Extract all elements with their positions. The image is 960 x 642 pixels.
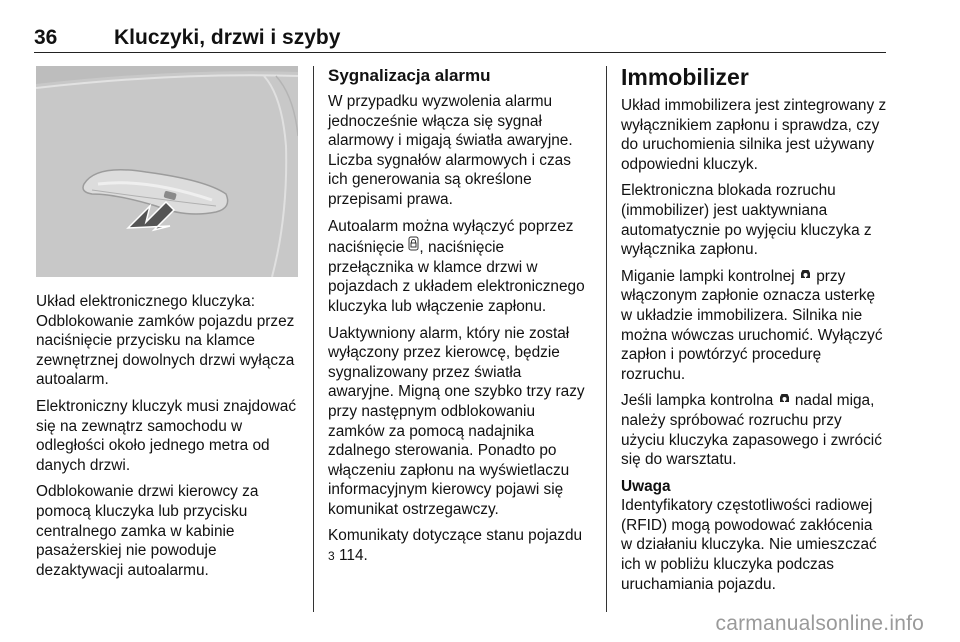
paragraph-immobilizer-intro: Układ immobilizera jest zintegrowany z wyłącznikiem zapłonu i sprawdza, czy do uruchomienia silnika jest używany odpowiedni kluczyk.	[621, 97, 887, 173]
chapter-title: Kluczyki, drzwi i szyby	[114, 26, 341, 49]
door-handle-figure	[36, 66, 298, 277]
paragraph-driver-door: Odblokowanie drzwi kierowcy za pomocą kluczyka lub przycisku centralnego zamka w kabinie pasażerskiej nie powoduje dezaktywacji autoalarmu.	[36, 483, 259, 579]
column-left	[36, 66, 298, 587]
column-right	[621, 64, 887, 601]
column-divider	[606, 66, 607, 612]
paragraph-warning-lamp: Miganie lampki kontrolnej przy włączonym zapłonie oznacza usterkę w układzie immobilizera. Silnika nie można wówczas uruchomić. Wyłączyć zapłon i powtórzyć procedurę rozruchu.	[621, 267, 883, 383]
section-heading-alarm: Sygnalizacja alarmu	[328, 66, 491, 85]
immobilizer-warning-lamp-icon	[778, 392, 791, 406]
paragraph-unlock-handle: Odblokowanie zamków pojazdu przez naciśnięcie przycisku na klamce zewnętrznej dowolnych drzwi wyłącza autoalarm.	[36, 312, 295, 389]
page-reference[interactable]: 114.	[334, 547, 368, 565]
paragraph-lamp-still-flashing: Jeśli lampka kontrolna nadal miga, należy spróbować rozruchu przy użyciu kluczyka zapasowego i zwrócić się do warsztatu.	[621, 392, 882, 469]
door-handle-illustration	[36, 66, 298, 277]
note-title: Uwaga	[621, 477, 671, 495]
paragraph-alarm-signaled: Uaktywniony alarm, który nie został wyłączony przez kierowcę, będzie sygnalizowany przez światła awaryjne. Migną one szybko trzy razy przy następnym odblokowaniu zamków za pomocą nadajnika zdalnego sterowania. Ponadto po włączeniu zapłonu na wyświetlaczu informacyjnym kierowcy pojawi się komunikat ostrzegawczy.	[328, 324, 585, 518]
paragraph-alarm-off: Autoalarm można wyłączyć poprzez naciśnięcie , naciśnięcie przełącznika w klamce drzwi w pojazdach z układem elektronicznego kluczyka lub włączenie zapłonu.	[328, 217, 585, 315]
watermark: carmanualsonline.info	[715, 612, 924, 635]
page-header	[34, 22, 886, 53]
note-text: Identyfikatory częstotliwości radiowej (RFID) mogą powodować zakłócenia w działaniu kluczyka. Nie umieszczać ich w pobliżu kluczyka podczas uruchamiania pojazdu.	[621, 497, 877, 593]
column-divider	[313, 66, 314, 612]
paragraph-immobilizer-auto: Elektroniczna blokada rozruchu (immobilizer) jest uaktywniana automatycznie po wyjęciu kluczyka z wyłącznika zapłonu.	[621, 182, 872, 259]
note-box	[621, 477, 887, 595]
page-number: 36	[34, 26, 58, 49]
section-heading-immobilizer: Immobilizer	[621, 64, 749, 90]
figure-caption-line: Układ elektronicznego kluczyka:	[36, 293, 255, 310]
column-middle	[328, 66, 590, 574]
immobilizer-warning-lamp-icon	[799, 268, 812, 282]
paragraph-alarm-trigger: W przypadku wyzwolenia alarmu jednocześnie włącza się sygnał alarmowy i migają światła awaryjne. Liczba sygnałów alarmowych i czas ich generowania są określone przepisami prawa.	[328, 93, 573, 208]
paragraph-key-distance: Elektroniczny kluczyk musi znajdować się na zewnątrz samochodu w odległości około jednego metra od danych drzwi.	[36, 397, 297, 474]
remote-lock-button-icon	[408, 236, 419, 253]
page-reference-arrow-icon: 3	[328, 549, 335, 564]
paragraph-status-messages: Komunikaty dotyczące stanu pojazdu 3 114.	[328, 527, 583, 565]
figure-caption	[36, 292, 298, 390]
